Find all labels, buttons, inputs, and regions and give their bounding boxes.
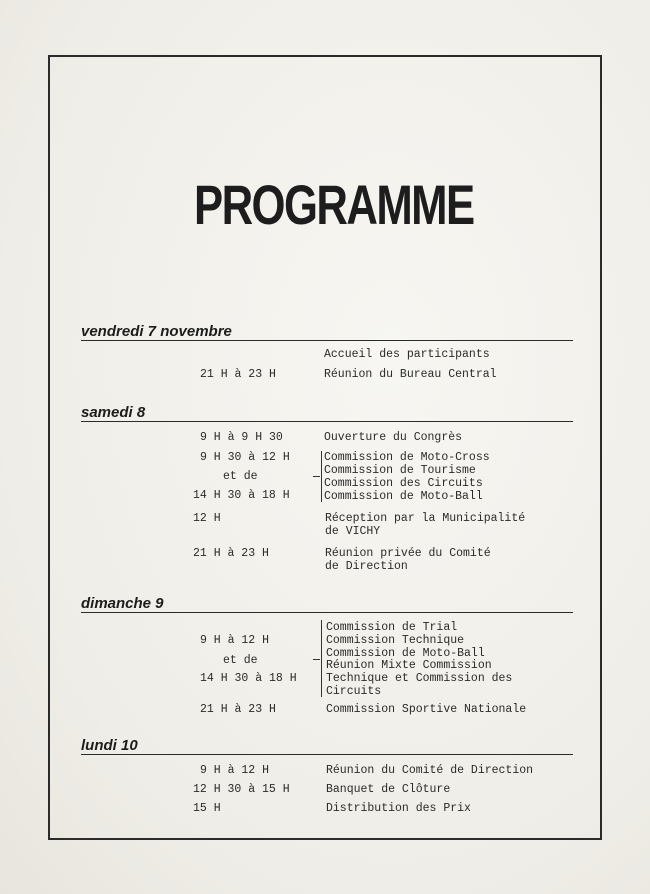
day-rule: [81, 421, 573, 422]
bracket-tick: [313, 659, 320, 660]
event-text: Réunion Mixte Commission: [326, 659, 492, 672]
bracket-line: [321, 451, 322, 502]
event-time: 14 H 30 à 18 H: [193, 489, 290, 502]
event-text: Commission Sportive Nationale: [326, 703, 527, 716]
event-text: Commission de Trial: [326, 621, 458, 634]
bracket-line: [321, 620, 322, 697]
day-heading-vendredi: vendredi 7 novembre: [81, 323, 232, 340]
event-text: Réunion du Bureau Central: [324, 368, 497, 381]
event-time: 12 H 30 à 15 H: [193, 783, 290, 796]
event-text: Commission des Circuits: [324, 477, 483, 490]
event-time: 21 H à 23 H: [193, 547, 269, 560]
event-text: Réception par la Municipalité: [325, 512, 526, 525]
event-time: 15 H: [193, 802, 221, 815]
event-text: de VICHY: [325, 525, 381, 538]
event-time: 12 H: [193, 512, 221, 525]
event-time: 9 H à 12 H: [200, 764, 270, 777]
event-text: de Direction: [325, 560, 408, 573]
event-text: Réunion privée du Comité: [325, 547, 491, 560]
day-rule: [81, 612, 573, 613]
event-text: Commission de Moto-Cross: [324, 451, 490, 464]
day-rule: [81, 340, 573, 341]
event-time: 14 H 30 à 18 H: [200, 672, 297, 685]
page-title: PROGRAMME: [194, 173, 474, 236]
event-text: Technique et Commission des: [326, 672, 513, 685]
day-rule: [81, 754, 573, 755]
event-time: 21 H à 23 H: [200, 368, 276, 381]
event-time: 9 H à 9 H 30: [200, 431, 283, 444]
day-heading-dimanche: dimanche 9: [81, 595, 164, 612]
event-text: Distribution des Prix: [326, 802, 471, 815]
event-text: Commission de Moto-Ball: [326, 647, 485, 660]
event-text: Commission de Moto-Ball: [324, 490, 483, 503]
event-text: Commission Technique: [326, 634, 465, 647]
event-text: Circuits: [326, 685, 382, 698]
bracket-tick: [313, 476, 320, 477]
event-time: 9 H 30 à 12 H: [200, 451, 290, 464]
event-text: Banquet de Clôture: [326, 783, 451, 796]
event-text: Accueil des participants: [324, 348, 490, 361]
event-time: et de: [223, 654, 258, 667]
event-text: Commission de Tourisme: [324, 464, 476, 477]
day-heading-lundi: lundi 10: [81, 737, 138, 754]
event-time: et de: [223, 470, 258, 483]
event-text: Réunion du Comité de Direction: [326, 764, 534, 777]
event-time: 21 H à 23 H: [200, 703, 276, 716]
day-heading-samedi: samedi 8: [81, 404, 146, 421]
event-time: 9 H à 12 H: [200, 634, 270, 647]
event-text: Ouverture du Congrès: [324, 431, 463, 444]
